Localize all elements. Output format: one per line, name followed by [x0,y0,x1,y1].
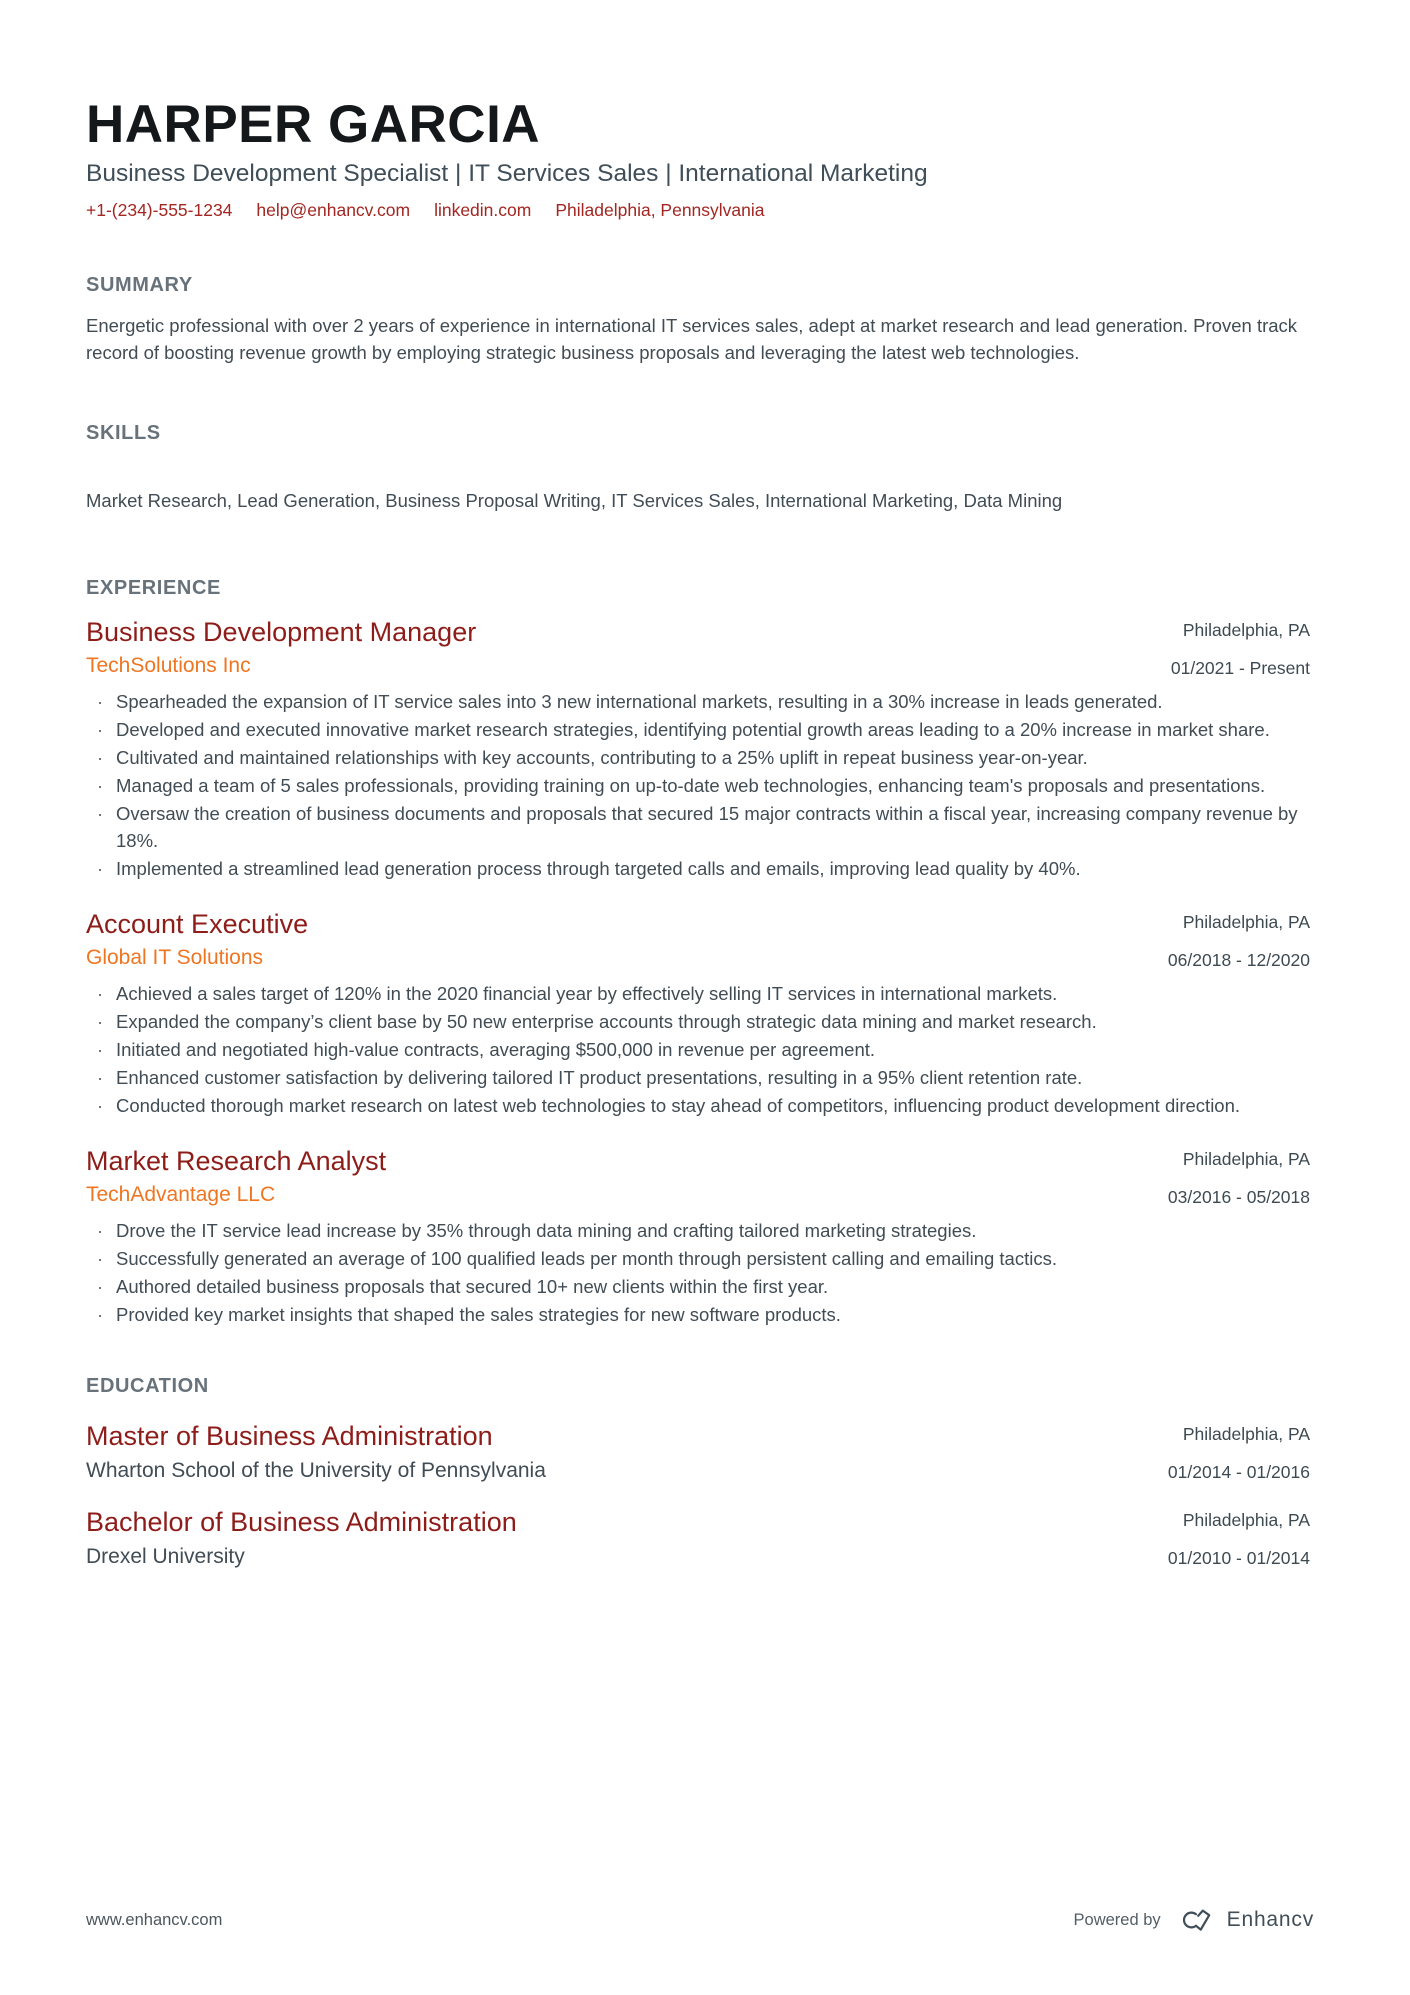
job-entry-header [86,1145,1310,1209]
job-dates: 01/2021 - Present [1170,657,1310,678]
powered-by-brand [1074,1907,1314,1933]
job-bullet-list [86,1217,1310,1328]
job-location: Philadelphia, PA [1182,911,1310,932]
contact-row [86,200,1310,221]
phone-number: +1-(234)-555-1234 [86,199,233,220]
education-entry-header [86,1506,1310,1570]
education-heading: EDUCATION [86,1374,209,1397]
job-bullet: · Expanded the company’s client base by 50 new enterprise accounts through strategic data mining and market research. [116,1008,1306,1035]
education-section [86,1374,1310,1570]
job-bullet: · Achieved a sales target of 120% in the 2020 financial year by effectively selling IT services in international markets. [116,980,1306,1007]
education-entry-titles [86,1506,517,1570]
job-entry-header [86,616,1310,680]
job-location: Philadelphia, PA [1182,1148,1310,1169]
summary-section [86,273,1310,366]
website-link[interactable]: www.enhancv.com [86,1910,223,1929]
job-entry-meta [1168,1145,1310,1208]
summary-text: Energetic professional with over 2 years of experience in international IT services sales, adept at market research and lead generation. Proven track record of boosting revenue growth by employing strategic business proposals and leveraging the latest web technologies. [86,314,1298,363]
linkedin-link[interactable]: linkedin.com [434,199,532,220]
job-bullet: · Cultivated and maintained relationships with key accounts, contributing to a 25% uplift in repeat business year-on-year. [116,744,1306,771]
summary-heading: SUMMARY [86,273,193,296]
education-entry [86,1506,1310,1570]
education-location: Philadelphia, PA [1182,1423,1310,1444]
job-bullet-list [86,688,1310,882]
skills-list: Market Research, Lead Generation, Business Proposal Writing, IT Services Sales, International Marketing, Data Mining [86,489,1063,511]
education-entry-titles [86,1420,546,1484]
education-location: Philadelphia, PA [1182,1509,1310,1530]
job-bullet: · Conducted thorough market research on latest web technologies to stay ahead of competitors, influencing product development direction. [116,1092,1306,1119]
location-text: Philadelphia, Pennsylvania [555,199,765,220]
skills-section [86,421,1310,514]
person-headline: Business Development Specialist | IT Services Sales | International Marketing [86,160,928,187]
job-bullet: · Drove the IT service lead increase by 35% through data mining and crafting tailored marketing strategies. [116,1217,1306,1244]
job-bullet: · Managed a team of 5 sales professionals, providing training on up-to-date web technologies, enhancing team's proposals and presentations. [116,772,1306,799]
job-entry-titles [86,908,308,972]
skills-heading: SKILLS [86,421,161,444]
education-entry-header [86,1420,1310,1484]
email-link[interactable]: help@enhancv.com [256,199,411,220]
job-entry-titles [86,616,476,680]
education-dates: 01/2014 - 01/2016 [1167,1461,1310,1482]
job-bullet: · Provided key market insights that shaped the sales strategies for new software products. [116,1301,1306,1328]
experience-heading: EXPERIENCE [86,576,221,599]
education-entry-meta [1168,1420,1310,1483]
job-entry [86,1145,1310,1328]
job-title: Market Research Analyst [86,1145,387,1176]
job-bullet: · Developed and executed innovative market research strategies, identifying potential growth areas leading to a 20% increase in market share. [116,716,1306,743]
enhancv-brand-name[interactable]: Enhancv [1226,1908,1314,1931]
powered-by-label: Powered by [1073,1910,1161,1929]
person-name: HARPER GARCIA [86,95,541,154]
job-bullet: · Oversaw the creation of business documents and proposals that secured 15 major contracts within a fiscal year, increasing company revenue by 18%. [116,800,1306,854]
school-name: Drexel University [86,1544,245,1568]
resume-header [86,95,1310,221]
job-location: Philadelphia, PA [1182,619,1310,640]
job-bullet: · Initiated and negotiated high-value contracts, averaging $500,000 in revenue per agreement. [116,1036,1306,1063]
page-footer [86,1907,1314,1933]
school-name: Wharton School of the University of Pennsylvania [86,1458,546,1482]
job-entry-meta [1171,616,1310,679]
job-title: Account Executive [86,908,309,939]
job-bullet: · Successfully generated an average of 100 qualified leads per month through persistent calling and emailing tactics. [116,1245,1306,1272]
experience-section [86,576,1310,1328]
education-entry [86,1420,1310,1484]
job-dates: 06/2018 - 12/2020 [1167,949,1310,970]
job-entry-meta [1168,908,1310,971]
job-entry [86,908,1310,1119]
job-dates: 03/2016 - 05/2018 [1167,1186,1310,1207]
company-name: TechAdvantage LLC [86,1183,276,1207]
job-title: Business Development Manager [86,616,477,647]
job-bullet: · Enhanced customer satisfaction by delivering tailored IT product presentations, resulting in a 95% client retention rate. [116,1064,1306,1091]
enhancv-logo-icon[interactable] [1175,1907,1213,1933]
education-dates: 01/2010 - 01/2014 [1167,1547,1310,1568]
job-bullet-list [86,980,1310,1119]
degree-title: Bachelor of Business Administration [86,1506,517,1537]
job-bullet: · Authored detailed business proposals that secured 10+ new clients within the first year. [116,1273,1306,1300]
company-name: TechSolutions Inc [86,654,251,678]
job-entry [86,616,1310,882]
job-entry-header [86,908,1310,972]
company-name: Global IT Solutions [86,946,264,970]
job-bullet: · Implemented a streamlined lead generation process through targeted calls and emails, improving lead quality by 40%. [116,855,1306,882]
job-bullet: · Spearheaded the expansion of IT service sales into 3 new international markets, resulting in a 30% increase in leads generated. [116,688,1306,715]
job-entry-titles [86,1145,386,1209]
degree-title: Master of Business Administration [86,1420,493,1451]
education-entry-meta [1168,1506,1310,1569]
